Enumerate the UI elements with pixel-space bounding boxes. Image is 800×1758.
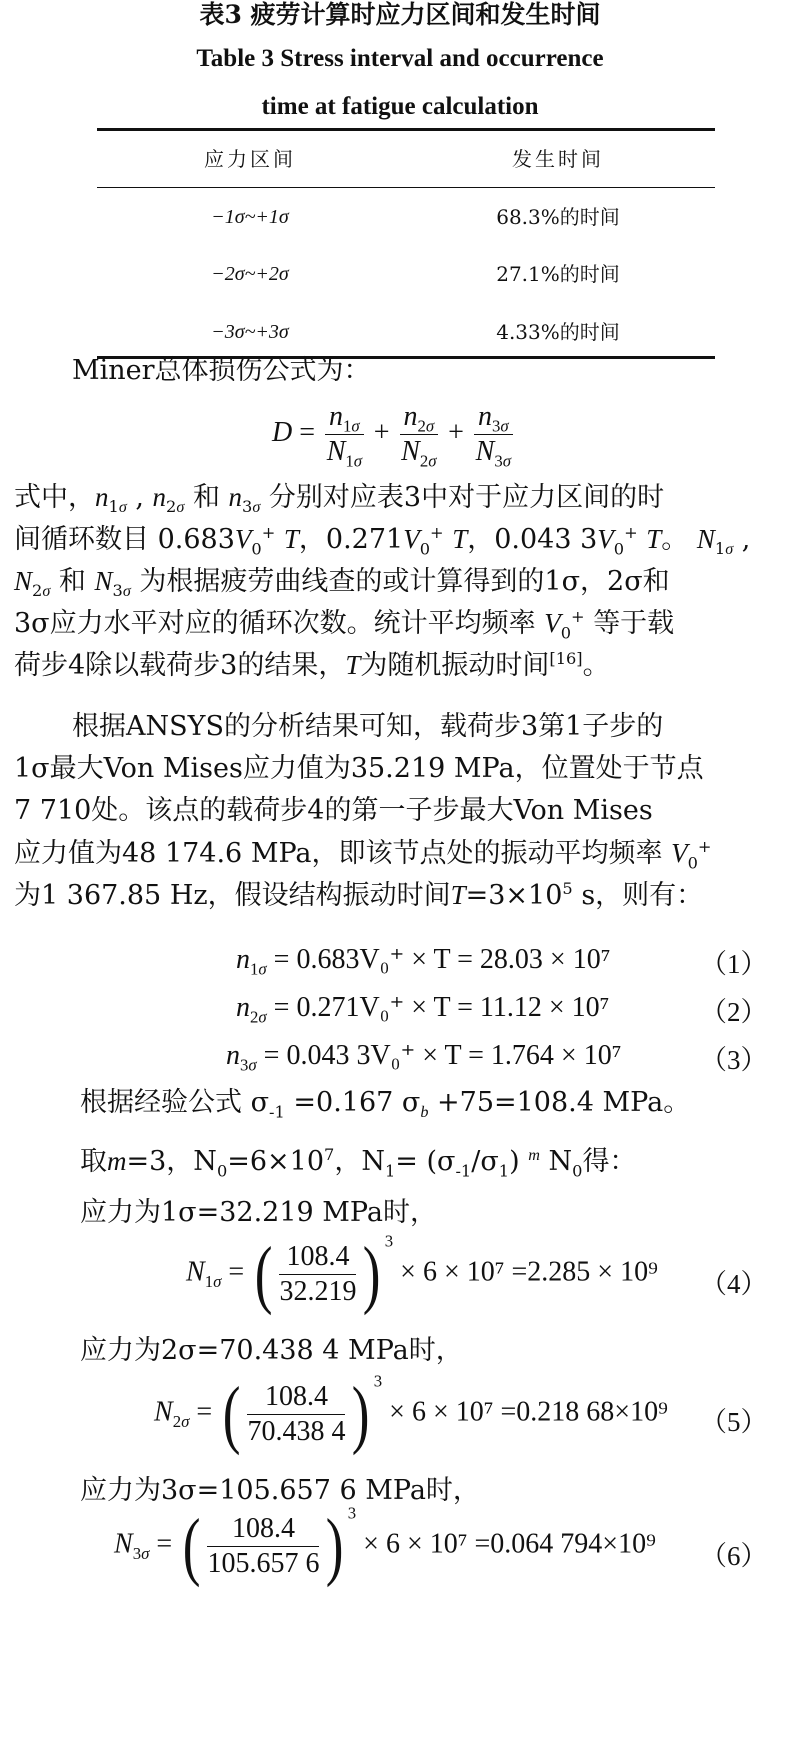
equation-3: $n_{3\sigma} = 0.043$ 3V₀⁺ × T = 1.764 × 10⁷ — [226, 1040, 622, 1075]
equation-number-4: （4） — [700, 1269, 768, 1299]
equation-2: $n_{2\sigma} = 0.271V_0^+ \times T = 11.12 \times 10^7$ — [236, 992, 610, 1027]
table-mid-rule — [97, 187, 715, 188]
equation-number-3: （3） — [700, 1045, 768, 1075]
equation-4: $N_{1\sigma}$ = ( $\frac{108.4}{32.219}$ ) $^3$ × 6 × 10⁷ =2.285 × 10⁹ — [186, 1231, 658, 1316]
table-row-1-time: 68.3%的时间 — [496, 205, 620, 229]
table-row-2-interval: −2σ~+2σ — [211, 263, 289, 285]
damage-formula: D = $\frac{n_{1\sigma}}{N_{1\sigma}}$ + $\frac{n_{2\sigma}}{N_{2\sigma}}$ + $\frac{n_{3\sigma}}{N_{3\sigma}}$ — [272, 401, 511, 471]
sn-curve-parameters: 取m=3，$N_0=6\times 10^7$，$N_1= (\sigma_{-1}/\sigma_1)$ $^m$ $N_0$得： — [80, 1145, 637, 1181]
table-row-3-interval: −3σ~+3σ — [211, 321, 289, 343]
equation-5: $N_{2\sigma}$ = ( $\frac{108.4}{70.438 4}$ ) $^3$ × 6 × 10⁷ =0.218 68×10⁹ — [154, 1371, 668, 1456]
table-header-time: 发生时间 — [512, 147, 604, 171]
equation-1: $n_{1\sigma} = 0.683V_0^+ \times T = 28.03 \times 10^7$ — [236, 944, 611, 979]
table-row-2-time: 27.1%的时间 — [496, 262, 620, 286]
table-top-rule — [97, 128, 715, 131]
miner-intro: Miner总体损伤公式为： — [72, 355, 371, 386]
table-caption-en-line1: Table 3 Stress interval and occurrence — [196, 45, 604, 72]
table-caption-cn: 表3 疲劳计算时应力区间和发生时间 — [199, 0, 601, 29]
equation-6: $N_{3\sigma}$ = ( $\frac{108.4}{105.657 6}$ ) $^3$ × 6 × 10⁷ =0.064 794×10⁹ — [114, 1503, 656, 1588]
stress-3-condition: 应力为3σ=105.657 6 MPa时， — [80, 1475, 480, 1506]
paragraph-ansys-results: 根据ANSYS的分析结果可知，载荷步3第1子步的 1σ最大Von Mises应力值为35.219 MPa，位置处于节点 7 710处。该点的载荷步4的第一子步最大Von Mises 应力值为48 174.6 MPa，即该节点处的振动平均频率 $V_0^+$ 为1 367.85 Hz，假设结构振动时间$T=3\times 10^5$ s，则有： — [14, 711, 712, 911]
stress-2-condition: 应力为2σ=70.438 4 MPa时， — [80, 1335, 463, 1366]
table-row-1-interval: −1σ~+1σ — [211, 206, 289, 228]
stress-1-condition: 应力为1σ=32.219 MPa时， — [80, 1197, 437, 1228]
table-header-interval: 应力区间 — [204, 147, 296, 171]
table-caption-en-line2: time at fatigue calculation — [261, 93, 539, 120]
table-row-3-time: 4.33%的时间 — [496, 320, 620, 344]
equation-number-1: （1） — [700, 949, 768, 979]
equation-number-5: （5） — [700, 1407, 768, 1437]
equation-number-2: （2） — [700, 997, 768, 1027]
empirical-formula: 根据经验公式 $\sigma_{-1} =0.167$ $\sigma_b +75=108.4$ MPa。 — [80, 1087, 691, 1122]
paragraph-definitions: 式中，$n_{1\sigma}$ , $n_{2\sigma}$ 和 $n_{3\sigma}$ 分别对应表3中对于应力区间的时 间循环数目 $0.683V_0^+$ T，$0.271V_0^+$ T，0.043 $3V_0^+$ T。 $N_{1\sigma}$ , $N_{2\sigma}$ 和 $N_{3\sigma}$ 为根据疲劳曲线查的或计算得到的1σ，2σ和 3σ应力水平对应的循环次数。统计平均频率 $V_0^+$ 等于载 荷步4除以载荷步3的结果，T为随机振动时间[16]。 — [14, 482, 751, 681]
equation-number-6: （6） — [700, 1541, 768, 1571]
